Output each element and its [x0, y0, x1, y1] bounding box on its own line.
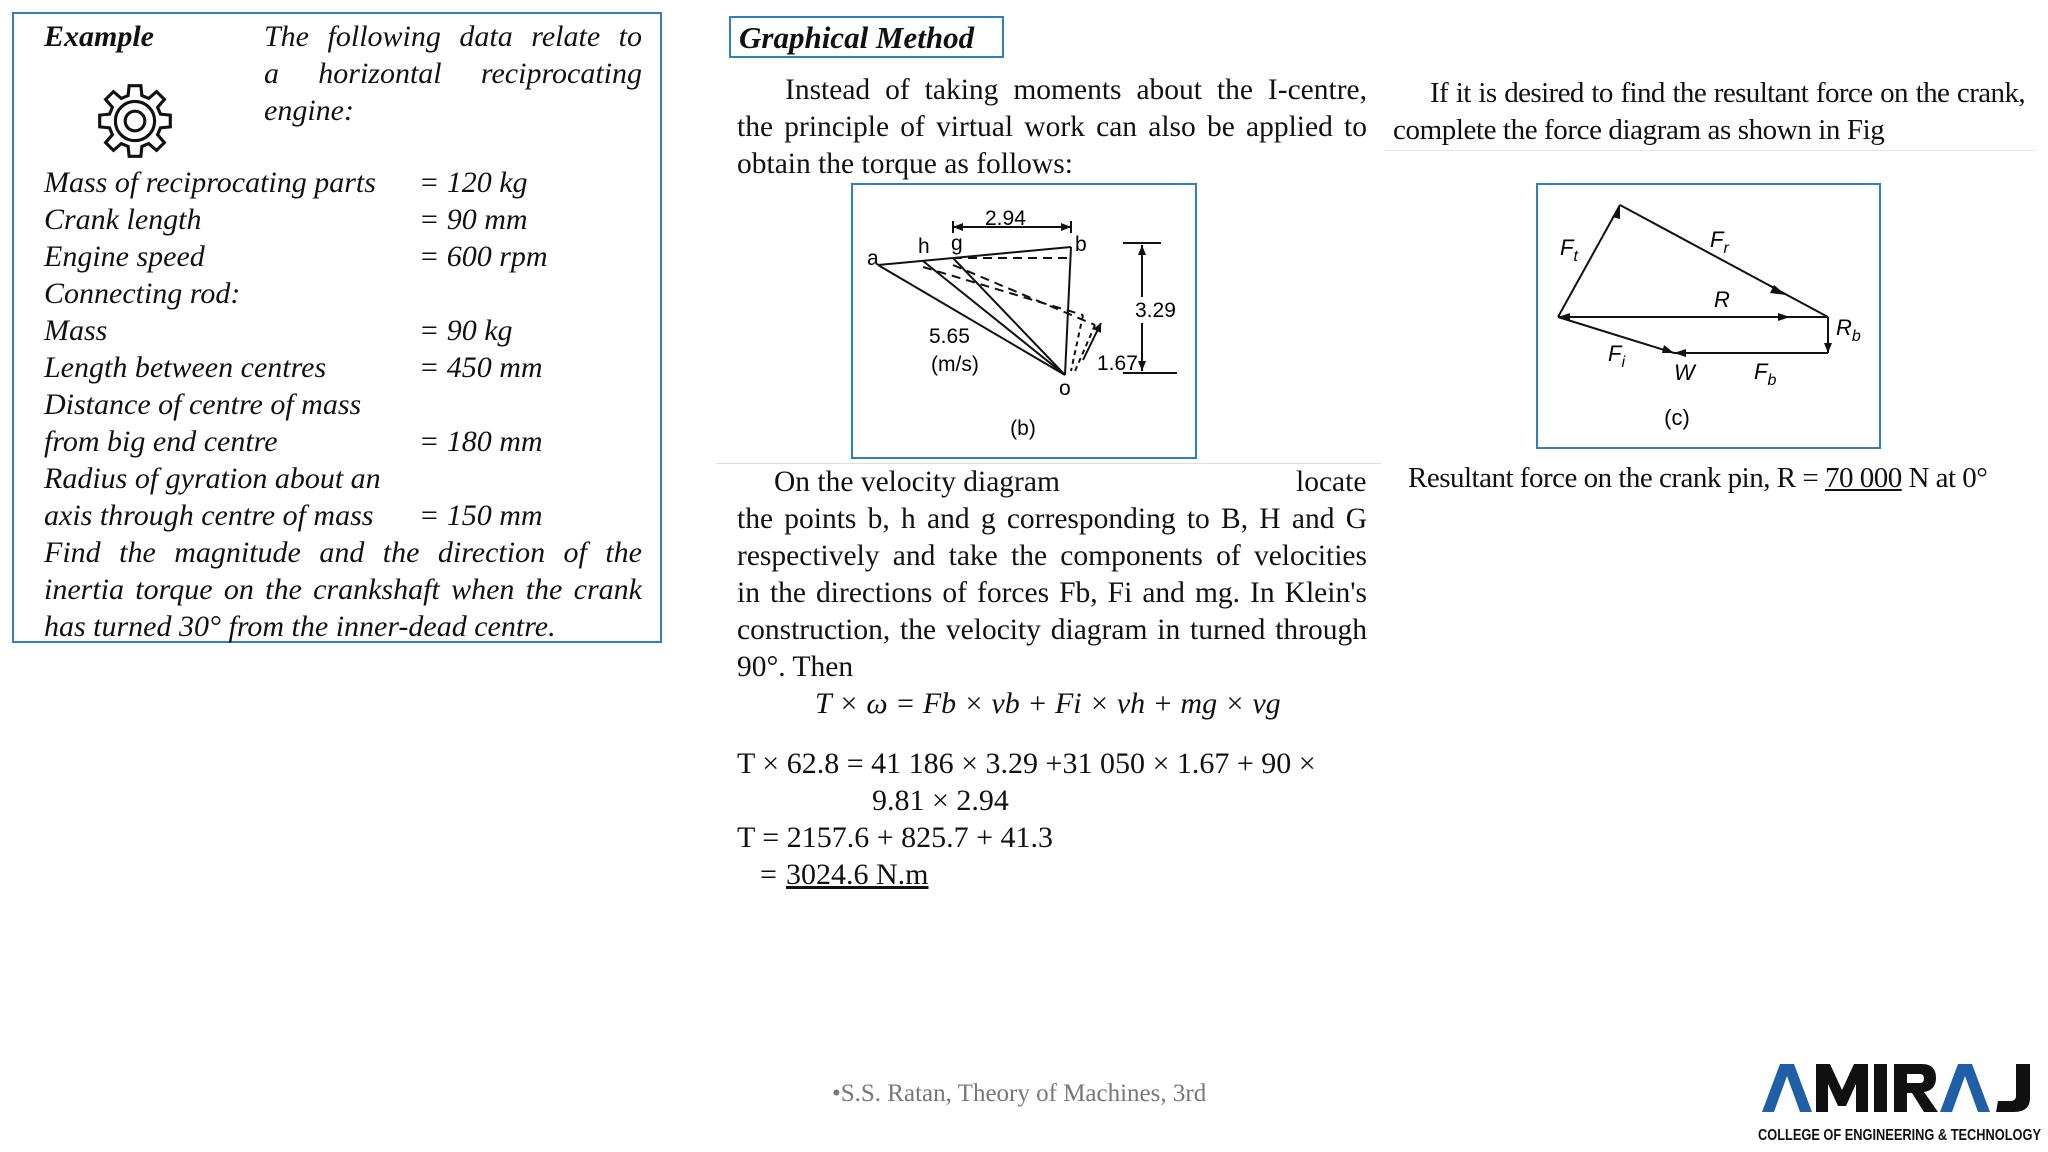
- label-rb: $R_b$: [1836, 315, 1861, 345]
- value-1-67: 1.67: [1097, 352, 1138, 375]
- example-row-label: Radius of gyration about an: [44, 462, 381, 495]
- para1-line-2: the principle of virtual work can also be applied to: [737, 111, 1367, 143]
- example-row-label: Distance of centre of mass: [44, 388, 362, 421]
- example-row-label: Mass: [44, 314, 108, 347]
- calc-line-2: 9.81 × 2.94: [872, 784, 1009, 817]
- example-heading: Example: [44, 20, 154, 53]
- college-logo: [1758, 1060, 2043, 1146]
- graphical-method-title-box: [729, 16, 1004, 58]
- resultant-para-line-2: complete the force diagram as shown in Fig: [1393, 114, 1885, 146]
- example-row-value: = 600 rpm: [419, 240, 548, 273]
- value-3-29: 3.29: [1135, 299, 1176, 322]
- divider: [716, 463, 1381, 464]
- logo-tagline: COLLEGE OF ENGINEERING & TECHNOLOGY: [1758, 1127, 2042, 1144]
- example-row-label: Engine speed: [44, 240, 205, 273]
- example-intro-line-2: a horizontal reciprocating: [264, 57, 642, 90]
- torque-equation: T × ω = Fb × vb + Fi × vh + mg × vg: [815, 687, 1281, 720]
- value-2-94: 2.94: [985, 207, 1026, 230]
- para2-line-4: construction, the velocity diagram in turned through: [737, 614, 1367, 646]
- example-row-value: = 180 mm: [419, 425, 543, 458]
- example-row-label: from big end centre: [44, 425, 278, 458]
- example-question-line-2: inertia torque on the crankshaft when the crank: [44, 573, 642, 606]
- example-intro-line-1: The following data relate to: [264, 20, 642, 53]
- label-h: h: [918, 235, 930, 258]
- graphical-method-title: Graphical Method: [739, 20, 975, 55]
- label-r: R: [1714, 287, 1730, 312]
- example-box: [12, 12, 662, 643]
- para1-line-3: obtain the torque as follows:: [737, 148, 1073, 180]
- resultant-result: [1408, 462, 1987, 495]
- example-row-value: = 150 mm: [419, 499, 543, 532]
- calc-line-3: T = 2157.6 + 825.7 + 41.3: [737, 821, 1054, 854]
- example-row-value: = 450 mm: [419, 351, 543, 384]
- figure-b-caption: (b): [1010, 417, 1036, 440]
- resultant-para-line-1: If it is desired to find the resultant force on the crank,: [1430, 77, 2025, 109]
- example-row-value: = 90 mm: [419, 203, 528, 236]
- divider: [1385, 150, 2035, 151]
- example-intro-line-3: engine:: [264, 94, 354, 127]
- example-row-value: = 120 kg: [419, 166, 528, 199]
- para2-line-5: 90°. Then: [737, 651, 854, 683]
- label-fi: $F_i$: [1608, 341, 1626, 371]
- example-row-label: Crank length: [44, 203, 202, 236]
- example-row-label: Length between centres: [44, 351, 327, 384]
- example-row-value: = 90 kg: [419, 314, 513, 347]
- torque-result: 3024.6 N.m: [786, 858, 929, 891]
- resultant-result-suffix: N at 0°: [1901, 462, 1988, 494]
- figure-c-caption: (c): [1664, 405, 1690, 430]
- figure-b: [851, 183, 1197, 459]
- resultant-result-value: 70 000: [1824, 462, 1902, 494]
- gear-icon: [86, 72, 184, 170]
- para2-end: locate: [1296, 466, 1367, 498]
- calc-line-1: T × 62.8 = 41 186 × 3.29 +31 050 × 1.67 + 90 ×: [737, 747, 1316, 780]
- label-a: a: [867, 247, 879, 270]
- value-unit: (m/s): [931, 353, 979, 376]
- value-5-65: 5.65: [929, 325, 970, 348]
- resultant-result-prefix: Resultant force on the crank pin, R =: [1408, 462, 1825, 494]
- para1-line-1: Instead of taking moments about the I-centre,: [785, 74, 1367, 106]
- logo-mark: [1758, 1060, 2043, 1146]
- figure-c: [1536, 183, 1881, 449]
- label-o: o: [1059, 377, 1071, 400]
- para2-start: On the velocity diagram: [774, 466, 1060, 498]
- force-diagram: [1538, 185, 1879, 447]
- label-w: W: [1674, 360, 1695, 385]
- example-row-label: Mass of reciprocating parts: [44, 166, 376, 199]
- para2-line-3: in the directions of forces Fb, Fi and mg. In Klein's: [737, 577, 1367, 609]
- example-question-line-3: has turned 30° from the inner-dead centre.: [44, 610, 556, 643]
- label-b: b: [1075, 233, 1087, 256]
- velocity-diagram: [853, 185, 1195, 457]
- label-fr: $F_r$: [1710, 227, 1729, 257]
- label-ft: $F_t$: [1560, 235, 1578, 265]
- label-fb: $F_b$: [1754, 359, 1777, 389]
- calc-line-4: =: [760, 858, 777, 891]
- example-row-label: axis through centre of mass: [44, 499, 374, 532]
- citation: •S.S. Ratan, Theory of Machines, 3rd: [832, 1080, 1207, 1107]
- example-question-line-1: Find the magnitude and the direction of the: [44, 536, 642, 569]
- para2-line-2: respectively and take the components of velocities: [737, 540, 1367, 572]
- example-row-label: Connecting rod:: [44, 277, 241, 310]
- label-g: g: [951, 232, 963, 255]
- para2-line-1: the points b, h and g corresponding to B, H and G: [737, 503, 1367, 535]
